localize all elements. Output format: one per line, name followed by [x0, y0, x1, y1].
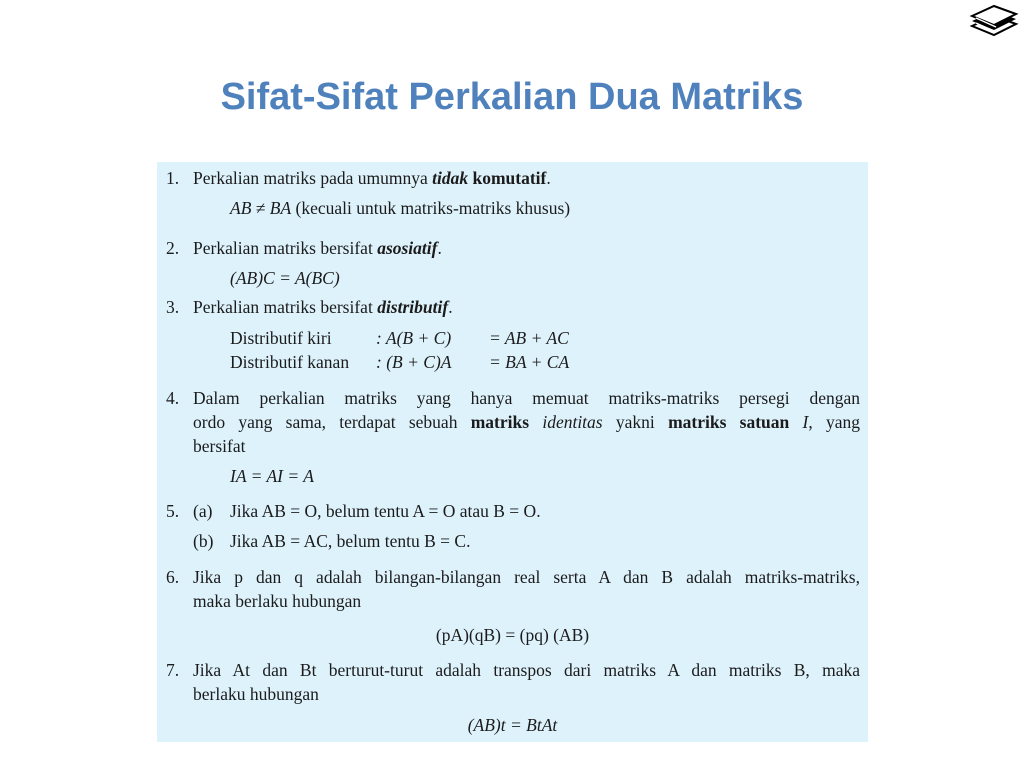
item-statement-line-2: maka berlaku hubungan: [193, 591, 362, 611]
item-statement: Perkalian matriks bersifat asosiatif.: [193, 238, 442, 258]
item-number: 6.: [166, 567, 180, 587]
item-statement-line-2: berlaku hubungan: [193, 684, 319, 704]
item-number: 7.: [166, 660, 180, 680]
properties-panel: [157, 162, 868, 742]
sub-item-text: Jika AB = O, belum tentu A = O atau B = O.: [230, 501, 541, 521]
distributive-left-formula: : A(B + C): [376, 328, 452, 348]
item-number: 4.: [166, 388, 180, 408]
stacked-books-icon: [968, 4, 1020, 38]
distributive-left-label: Distributif kiri: [230, 328, 332, 348]
distributive-right-formula: : (B + C)A: [376, 352, 452, 372]
item-statement: Perkalian matriks bersifat distributif.: [193, 297, 453, 317]
page-title: Sifat-Sifat Perkalian Dua Matriks: [220, 76, 804, 118]
distributive-right-result: = BA + CA: [489, 352, 570, 372]
item-number: 1.: [166, 168, 180, 188]
item-formula: (pA)(qB) = (pq) (AB): [435, 625, 590, 645]
item-statement-line-2: ordo yang sama, terdapat sebuah matriks identitas yakni matriks satuan I, yang: [193, 412, 861, 432]
item-formula: IA = AI = A: [230, 466, 314, 486]
item-number: 2.: [166, 238, 180, 258]
item-number: 3.: [166, 297, 180, 317]
item-number: 5.: [166, 501, 180, 521]
item-statement-line-1: Jika At dan Bt berturut-turut adalah transpos dari matriks A dan matriks B, maka: [193, 660, 860, 680]
item-formula: (AB)t = BtAt: [467, 715, 558, 735]
distributive-right-label: Distributif kanan: [230, 352, 350, 372]
item-formula: AB ≠ BA (kecuali untuk matriks-matriks khusus): [230, 198, 571, 218]
item-statement-line-1: Dalam perkalian matriks yang hanya memuat matriks-matriks persegi dengan: [193, 388, 860, 408]
item-statement-line-3: bersifat: [193, 436, 246, 456]
item-statement: Perkalian matriks pada umumnya tidak komutatif.: [193, 168, 551, 188]
item-formula: (AB)C = A(BC): [230, 268, 340, 288]
sub-item-label: (b): [193, 531, 214, 551]
distributive-left-result: = AB + AC: [489, 328, 569, 348]
sub-item-text: Jika AB = AC, belum tentu B = C.: [230, 531, 471, 551]
item-statement-line-1: Jika p dan q adalah bilangan-bilangan real serta A dan B adalah matriks-matriks,: [193, 567, 860, 587]
sub-item-label: (a): [193, 501, 213, 521]
